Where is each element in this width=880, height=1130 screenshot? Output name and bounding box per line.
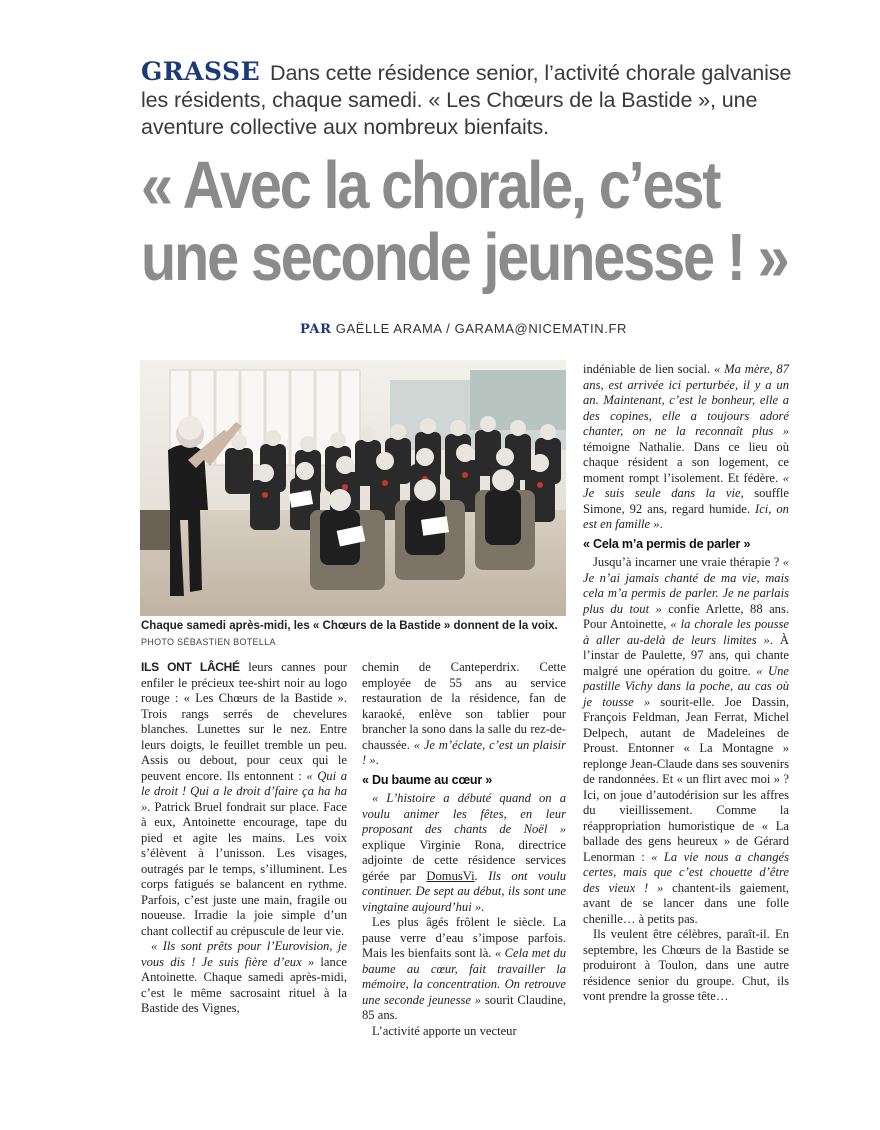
lead-in: ILS ONT LÂCHÉ [141, 660, 240, 674]
col2-paragraph-3: Les plus âgés frôlent le siècle. La pause verre d’eau s’impose parfois. Mais les bienfaits sont là. « Cela met du baume au cœur, fait travailler la mémoire, la concentration. On retrouve une seconde jeunesse » sourit Claudine, 85 ans. [362, 915, 566, 1022]
kicker-text: Dans cette résidence senior, l’activité chorale galvanise les résidents, chaque samedi. « Les Chœurs de la Bastide », une aventure collective aux nombreux bienfaits. [141, 61, 792, 139]
col3-subhead: « Cela m’a permis de parler » [583, 536, 751, 551]
article-headline [141, 148, 788, 295]
byline-par: PAR [300, 322, 332, 337]
col1-paragraph-1: ILS ONT LÂCHÉ leurs cannes pour enfiler le précieux tee-shirt noir au logo rouge : « Les Chœurs de la Bastide ». Trois rangs serrés de chevelures blanches. Lunettes sur le nez. Entre leurs doigts, le feuillet tremble un peu. Assis ou debout, pour ceux qui le peuvent encore. Ils entonnent : « Qui a le droit ! Qui a le droit d’faire ça ha ha ». Patrick Bruel fondrait sur place. Face à eux, Antoinette encourage, tape du pied et agite les mains. Les voix s’élèvent à l’unisson. Les visages, outragés par le temps, s’illuminent. Les corps fatigués se balancent en rythme. Parfois, c’est juste une main, fragile ou noueuse. Irradie la joie simple d’un chant collectif au crépuscule de leur vie. [141, 660, 347, 938]
byline-author: GAËLLE ARAMA / GARAMA@NICEMATIN.FR [335, 321, 627, 336]
byline [300, 321, 627, 337]
headline-line-2: une seconde jeunesse ! » [141, 220, 788, 295]
col3-paragraph-2: Jusqu’à incarner une vraie thérapie ? « Je n’ai jamais chanté de ma vie, mais cela m’a permis de parler. Je ne parlais plus du tout » confie Arlette, 88 ans. Pour Antoinette, « la chorale les pousse à aller au-delà de leurs limites ». À l’instar de Paulette, 97 ans, qui chante malgré une opération du goitre. « Une pastille Vichy dans la poche, au cas où je tousse » sourit-elle. Joe Dassin, François Feldman, Jean Ferrat, Michel Delpech, autant de Madeleines de Proust. Entonner « La Montagne » replonge Jean-Claude dans ses souvenirs de randonnées. Et « un flirt avec moi » ? Ici, on joue d’autodérision sur les affres du vieillissement. Comme la réappropriation humoristique de « La ballade des gens heureux » de Gérard Lenorman : « La vie nous a changés certes, mais que c’est chouette d’être des vieux ! » chantent-ils gaiement, avant de se lancer dans une folle chenille… à petits pas. [583, 555, 789, 926]
article-column-3 [583, 362, 789, 1005]
article-column-1 [141, 660, 347, 1017]
col1-paragraph-2: « Ils sont prêts pour l’Eurovision, je vous dis ! Je suis fière d’eux » lance Antoinette. Chaque samedi après-midi, c’est le même sacrosaint rituel à la Bastide des Vignes, [141, 939, 347, 1015]
col2-paragraph-4: L’activité apporte un vecteur [372, 1023, 517, 1038]
choir-photo-illustration [140, 360, 566, 616]
col2-paragraph-1: chemin de Canteperdrix. Cette employée de 55 ans au service restauration de la résidence, fan de karaoké, enlève son tablier pour brancher la sono dans la salle du rez-de-chaussée. « Je m’éclate, c’est un plaisir ! ». [362, 660, 566, 767]
article-kicker [141, 58, 801, 141]
photo-credit: PHOTO SÉBASTIEN BOTELLA [141, 637, 276, 647]
col2-subhead: « Du baume au cœur » [362, 772, 493, 787]
article-photo [140, 360, 566, 616]
col3-paragraph-3: Ils veulent être célèbres, paraît-il. En septembre, les Chœurs de la Bastide se produiront à Toulon, dans une autre résidence senior du groupe. Chut, ils vont prendre la grosse tête… [583, 927, 789, 1003]
kicker-place: GRASSE [141, 57, 261, 86]
col3-paragraph-1: indéniable de lien social. « Ma mère, 87 ans, est arrivée ici perturbée, il y a un an. Maintenant, c’est le bonheur, elle a des copines, elle a toujours adoré chanter, on ne la reconnaît plus » témoigne Nathalie. Dans ce lieu où chaque résident a son logement, ce moment rompt l’isolement. Et fédère. « Je suis seule dans la vie, souffle Simone, 92 ans, regard humide. Ici, on est en famille ». [583, 362, 789, 531]
article-column-2 [362, 660, 566, 1039]
photo-caption: Chaque samedi après-midi, les « Chœurs de la Bastide » donnent de la voix. [141, 620, 558, 632]
col2-paragraph-2: « L’histoire a débuté quand on a voulu animer les fêtes, en leur proposant des chants de Noël » explique Virginie Rona, directrice adjointe de cette résidence services gérée par DomusVi. Ils ont voulu continuer. De sept au début, ils sont une vingtaine aujourd’hui ». [362, 791, 567, 914]
domusvi-link[interactable]: DomusVi [426, 868, 475, 883]
headline-line-1: « Avec la chorale, c’est [141, 148, 720, 223]
